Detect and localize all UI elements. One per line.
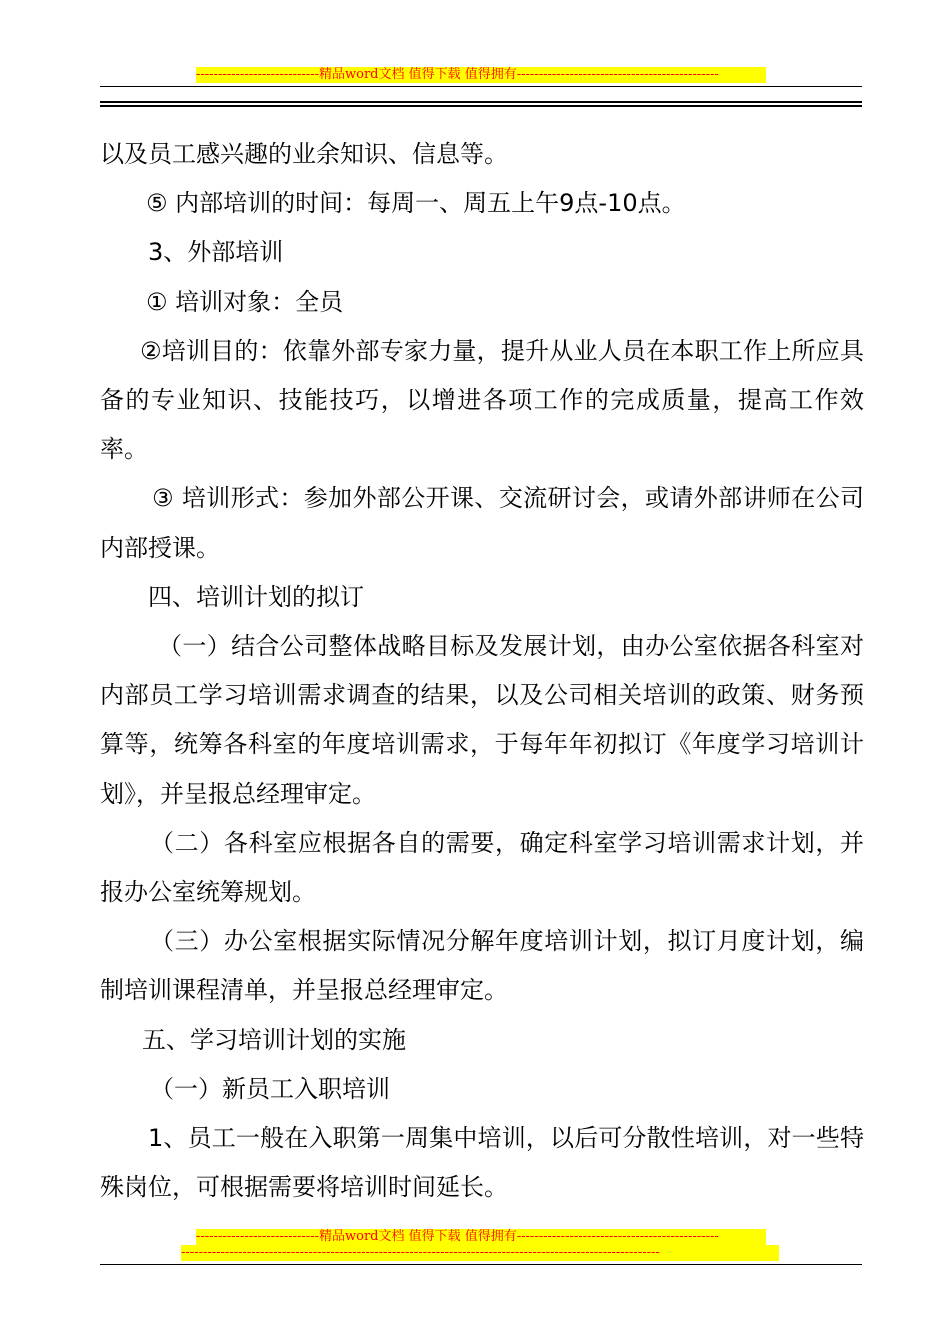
header-double-rule-lower	[100, 105, 862, 107]
subheading-new-employee-training: （一）新员工入职培训	[150, 1074, 390, 1103]
footer-rule	[100, 1264, 862, 1265]
paragraph-plan-item-1: （一）结合公司整体战略目标及发展计划，由办公室依据各科室对内部员工学习培训需求调查的结果，以及公司相关培训的政策、财务预算等，统筹各科室的年度培训需求，于每年年初拟订《年度学习培训计划》，并呈报总经理审定。	[100, 632, 864, 808]
heading-training-plan-drafting: 四、培训计划的拟订	[148, 582, 364, 611]
header-rule	[100, 86, 862, 87]
heading-external-training: 3、外部培训	[148, 238, 284, 267]
footer-banner-dashes: -------------------------------------------------------------------------------------------------------------	[181, 1245, 779, 1261]
paragraph-training-form: ③ 培训形式：参加外部公开课、交流研讨会，或请外部讲师在公司内部授课。	[100, 484, 864, 562]
document-body	[100, 130, 864, 1212]
heading-plan-implementation: 五、学习培训计划的实施	[142, 1025, 406, 1054]
paragraph-training-target: ① 培训对象：全员	[146, 287, 344, 316]
paragraph-internal-training-time: ⑤ 内部培训的时间：每周一、周五上午9点-10点。	[146, 189, 686, 218]
paragraph-plan-item-3: （三）办公室根据实际情况分解年度培训计划，拟订月度计划，编制培训课程清单，并呈报总经理审定。	[100, 927, 864, 1005]
paragraph-training-purpose: ②培训目的：依靠外部专家力量，提升从业人员在本职工作上所应具备的专业知识、技能技巧，以增进各项工作的完成质量，提高工作效率。	[100, 336, 864, 464]
header-double-rule-upper	[100, 101, 862, 103]
footer-banner: ----------------------------精品word文档 值得下载 值得拥有----------------------------------------------	[196, 1229, 766, 1245]
paragraph-new-employee-item-1: 1、员工一般在入职第一周集中培训，以后可分散性培训，对一些特殊岗位，可根据需要将培训时间延长。	[100, 1124, 864, 1202]
paragraph-continuation: 以及员工感兴趣的业余知识、信息等。	[100, 140, 508, 168]
paragraph-plan-item-2: （二）各科室应根据各自的需要，确定科室学习培训需求计划，并报办公室统筹规划。	[100, 828, 864, 907]
header-banner: ----------------------------精品word文档 值得下载 值得拥有----------------------------------------------	[196, 67, 766, 83]
